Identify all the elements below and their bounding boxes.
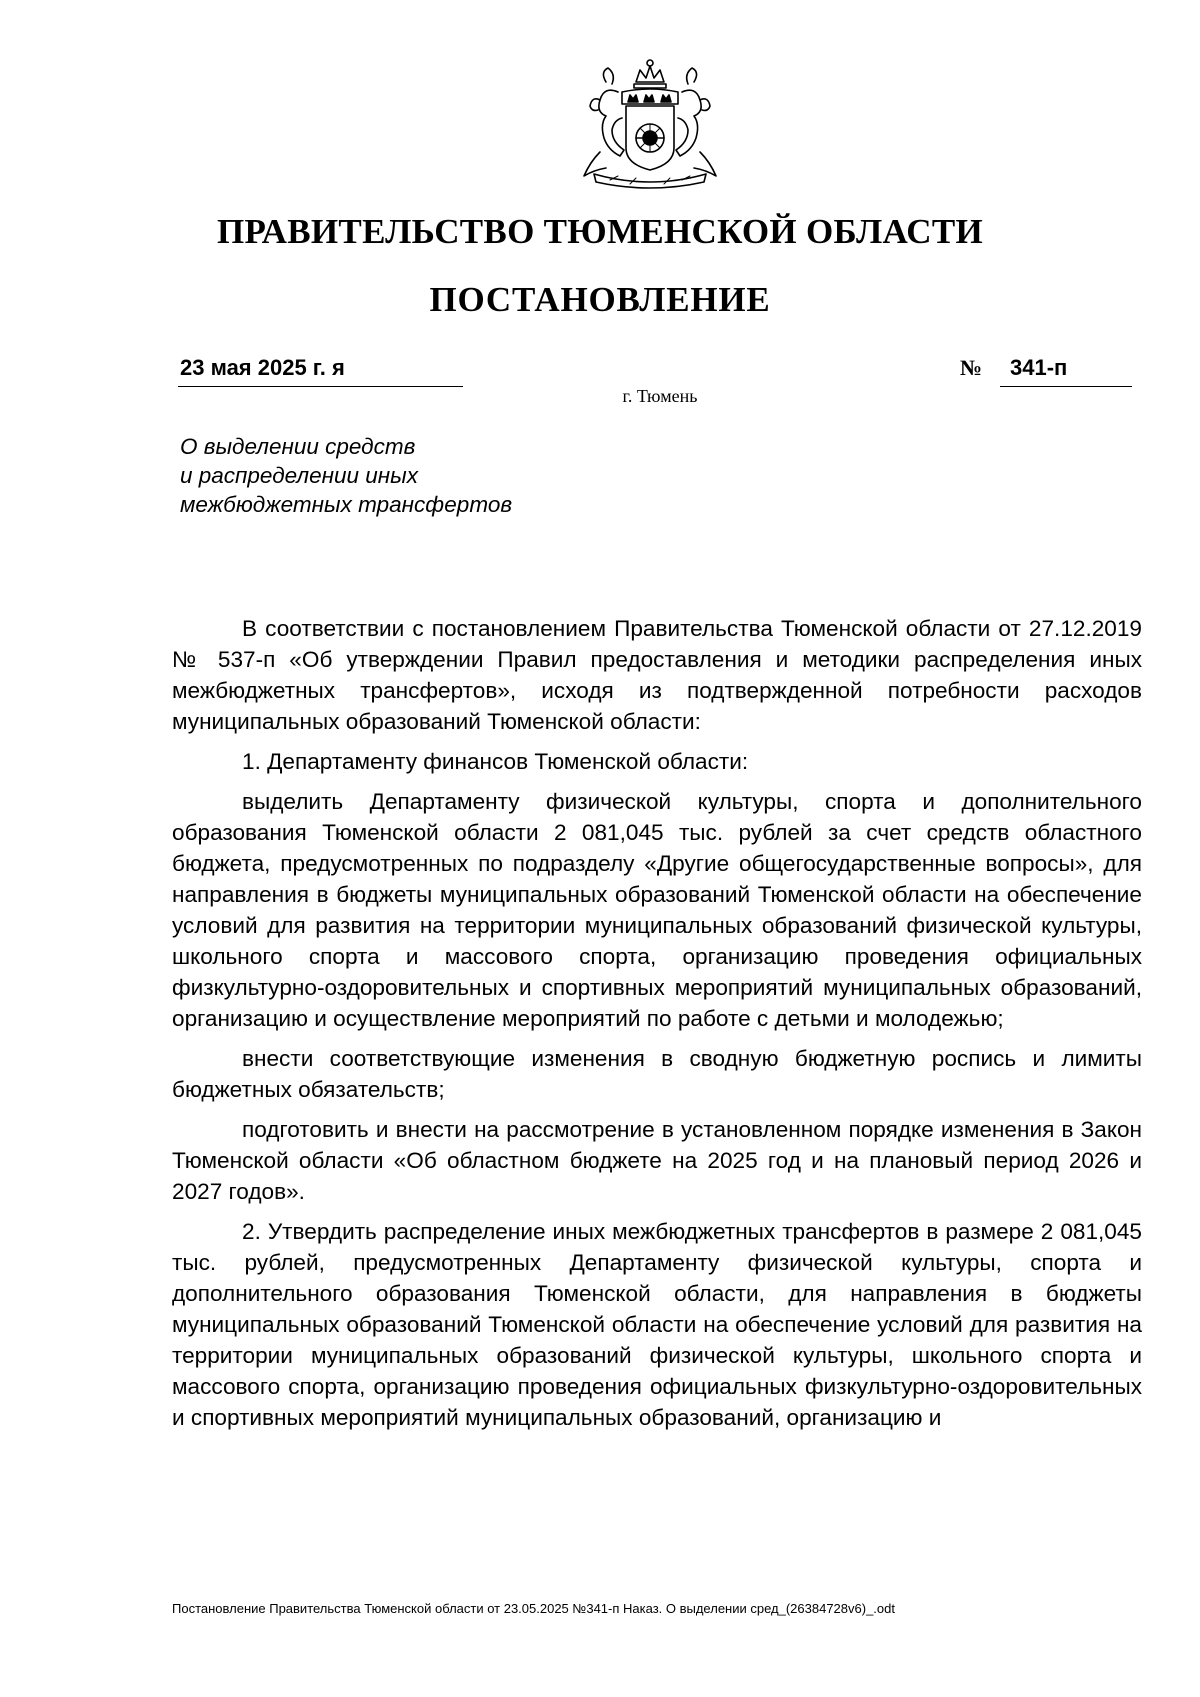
document-date: 23 мая 2025 г. я — [180, 355, 345, 380]
number-field — [960, 350, 1132, 386]
coat-of-arms-emblem — [570, 52, 730, 192]
document-body — [172, 613, 1142, 1442]
organization-title: ПРАВИТЕЛЬСТВО ТЮМЕНСКОЙ ОБЛАСТИ — [216, 212, 984, 251]
number-sign: № — [960, 355, 983, 380]
document-type-title: ПОСТАНОВЛЕНИЕ — [429, 280, 771, 319]
date-field — [178, 350, 463, 387]
document-number: 341-п — [1010, 355, 1068, 380]
body-paragraph: выделить Департаменту физической культуры, спорта и дополнительного образования Тюменской области 2 081,045 тыс. рублей за счет средств областного бюджета, предусмотренных по подразделу «Другие общегосударственные вопросы», для направления в бюджеты муниципальных образований Тюменской области на обеспечение условий для развития на территории муниципальных образований физической культуры, школьного спорта и массового спорта, организацию проведения официальных физкультурно-оздоровительных и спортивных мероприятий муниципальных образований, организацию и осуществление мероприятий по работе с детьми и молодежью; — [172, 789, 1142, 1031]
body-paragraph: подготовить и внести на рассмотрение в установленном порядке изменения в Закон Тюменской области «Об областном бюджете на 2025 год и на плановый период 2026 и 2027 годов». — [172, 1117, 1142, 1204]
number-underline — [1000, 350, 1132, 387]
body-paragraph: внести соответствующие изменения в сводную бюджетную роспись и лимиты бюджетных обязательств; — [172, 1046, 1142, 1102]
city-label: г. Тюмень — [622, 386, 698, 406]
document-subject — [180, 432, 700, 519]
subject-line: межбюджетных трансфертов — [180, 492, 513, 517]
body-paragraph: В соответствии с постановлением Правительства Тюменской области от 27.12.2019 № 537-п «Об утверждении Правил предоставления и методики распределения иных межбюджетных трансфертов», исходя из подтвержденной потребности расходов муниципальных образований Тюменской области: — [172, 616, 1142, 734]
subject-line: О выделении средств — [180, 434, 416, 459]
body-paragraph: 1. Департаменту финансов Тюменской области: — [242, 749, 749, 774]
page-footer: Постановление Правительства Тюменской области от 23.05.2025 №341-п Наказ. О выделении сред_(26384728v6)_.odt — [172, 1601, 895, 1616]
body-paragraph: 2. Утвердить распределение иных межбюджетных трансфертов в размере 2 081,045 тыс. рублей, предусмотренных Департаменту физической культуры, спорта и дополнительного образования Тюменской области, для направления в бюджеты муниципальных образований Тюменской области на обеспечение условий для развития на территории муниципальных образований физической культуры, школьного спорта и массового спорта, организацию проведения официальных физкультурно-оздоровительных и спортивных мероприятий муниципальных образований, организацию и — [172, 1219, 1142, 1430]
subject-line: и распределении иных — [180, 463, 418, 488]
